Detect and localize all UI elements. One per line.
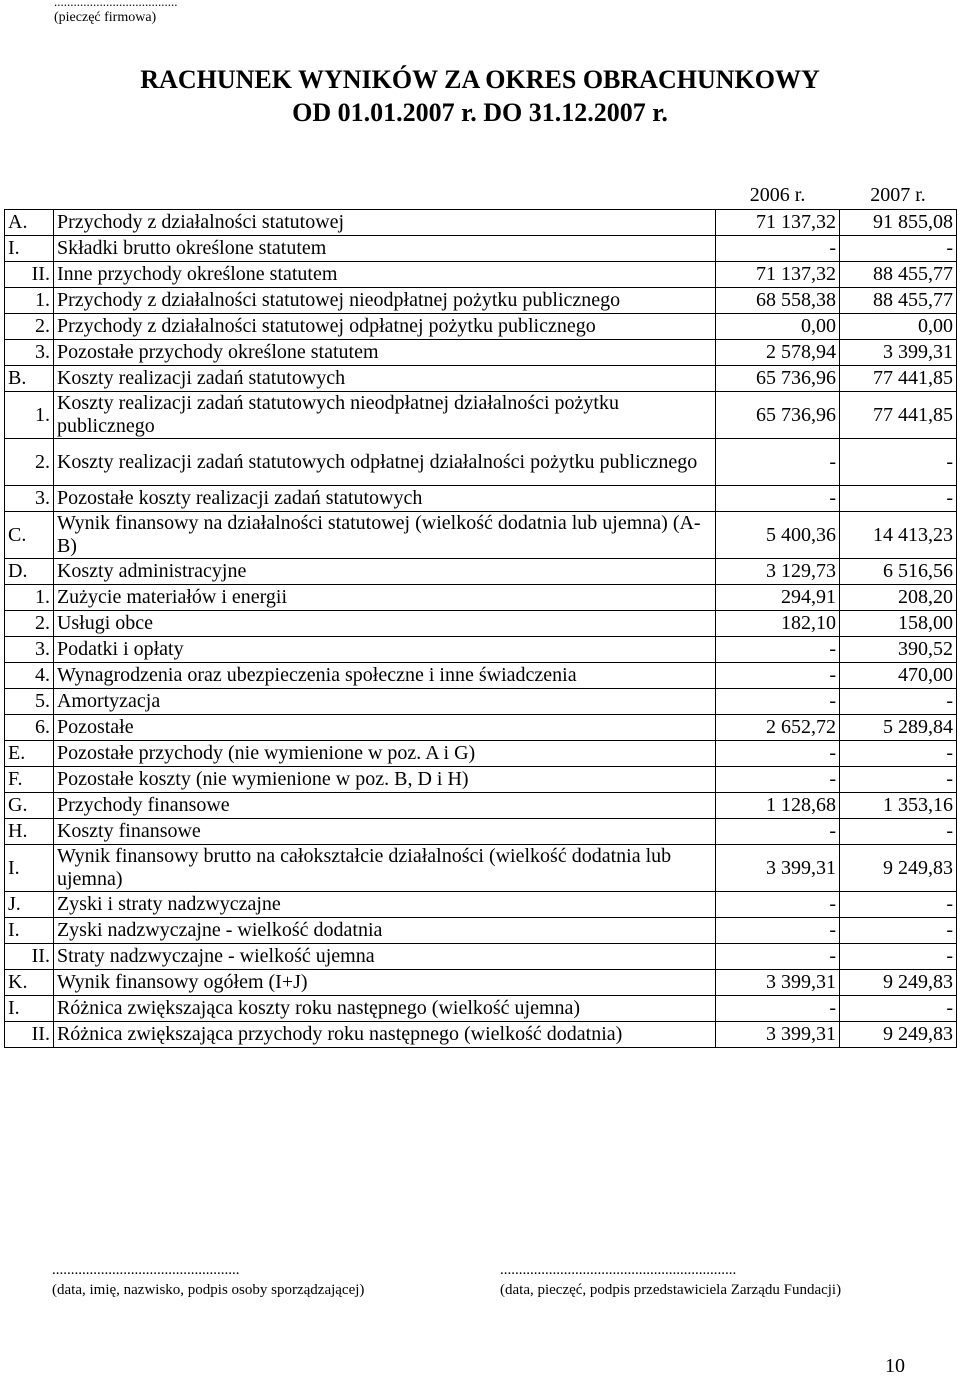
table-row [5,793,957,819]
table-row [5,439,957,486]
row-description: Zyski nadzwyczajne - wielkość dodatnia [53,918,715,944]
row-value-2007: 3 399,31 [840,340,957,366]
row-value-2006: - [716,767,840,793]
table-row [5,486,957,512]
row-description: Przychody z działalności statutowej [53,210,715,236]
row-label: 3. [5,340,54,366]
table-row [5,262,957,288]
row-description: Pozostałe przychody (nie wymienione w poz. A i G) [53,741,715,767]
row-label: K. [5,970,54,996]
header-empty-label [5,182,54,210]
row-description: Straty nadzwyczajne - wielkość ujemna [53,944,715,970]
row-value-2006: - [716,439,840,486]
row-description: Przychody finansowe [53,793,715,819]
row-label: I. [5,918,54,944]
row-value-2006: - [716,741,840,767]
table-header-row [5,182,957,210]
row-label: D. [5,559,54,585]
row-value-2007: 5 289,84 [840,715,957,741]
table-row [5,366,957,392]
row-label: 1. [5,585,54,611]
stamp-label: (pieczęć firmowa) [54,10,157,25]
stamp-dots: ...................................... [54,0,178,9]
row-description: Koszty realizacji zadań statutowych odpłatnej działalności pożytku publicznego [53,439,715,486]
income-statement-table [4,182,957,1048]
row-value-2006: - [716,236,840,262]
row-value-2006: 3 399,31 [716,1022,840,1048]
row-value-2007: 9 249,83 [840,845,957,892]
signature-label-preparer: (data, imię, nazwisko, podpis osoby sporządzającej) [52,1282,365,1298]
row-value-2006: - [716,637,840,663]
row-value-2007: - [840,767,957,793]
signature-line-preparer: .................................................. [52,1262,240,1278]
row-label: C. [5,512,54,559]
table-row [5,845,957,892]
row-value-2007: 470,00 [840,663,957,689]
row-value-2007: - [840,918,957,944]
row-value-2007: - [840,236,957,262]
row-value-2006: - [716,486,840,512]
row-value-2007: 91 855,08 [840,210,957,236]
row-label: 3. [5,486,54,512]
row-value-2007: - [840,741,957,767]
row-description: Inne przychody określone statutem [53,262,715,288]
row-value-2006: 65 736,96 [716,392,840,439]
row-value-2007: 6 516,56 [840,559,957,585]
row-label: I. [5,236,54,262]
row-value-2006: - [716,663,840,689]
row-description: Różnica zwiększająca przychody roku następnego (wielkość dodatnia) [53,1022,715,1048]
row-value-2006: 71 137,32 [716,210,840,236]
table-row [5,996,957,1022]
table-row [5,236,957,262]
row-value-2007: - [840,486,957,512]
row-label: 2. [5,439,54,486]
table-row [5,918,957,944]
row-value-2007: - [840,944,957,970]
row-value-2006: - [716,918,840,944]
row-value-2006: 294,91 [716,585,840,611]
row-description: Składki brutto określone statutem [53,236,715,262]
row-description: Koszty administracyjne [53,559,715,585]
row-value-2006: - [716,689,840,715]
table-row [5,715,957,741]
row-value-2006: 0,00 [716,314,840,340]
row-description: Zużycie materiałów i energii [53,585,715,611]
row-value-2007: 77 441,85 [840,392,957,439]
table-row [5,611,957,637]
row-value-2006: 68 558,38 [716,288,840,314]
row-value-2007: - [840,689,957,715]
row-label: 2. [5,611,54,637]
row-label: II. [5,1022,54,1048]
table-row [5,559,957,585]
row-value-2006: - [716,819,840,845]
row-description: Koszty finansowe [53,819,715,845]
row-label: 2. [5,314,54,340]
row-description: Usługi obce [53,611,715,637]
row-label: G. [5,793,54,819]
row-value-2007: - [840,996,957,1022]
row-label: II. [5,944,54,970]
row-value-2007: 208,20 [840,585,957,611]
table-row [5,892,957,918]
row-description: Pozostałe przychody określone statutem [53,340,715,366]
row-description: Przychody z działalności statutowej nieodpłatnej pożytku publicznego [53,288,715,314]
report-title: RACHUNEK WYNIKÓW ZA OKRES OBRACHUNKOWY [140,65,820,94]
row-description: Różnica zwiększająca koszty roku następnego (wielkość ujemna) [53,996,715,1022]
table-row [5,970,957,996]
table-row [5,663,957,689]
signature-label-board: (data, pieczęć, podpis przedstawiciela Zarządu Fundacji) [500,1282,842,1298]
table-row [5,741,957,767]
row-description: Wynik finansowy brutto na całokształcie działalności (wielkość dodatnia lub ujemna) [53,845,715,892]
table-row [5,585,957,611]
table-row [5,340,957,366]
row-label: 4. [5,663,54,689]
row-value-2006: 2 652,72 [716,715,840,741]
row-value-2007: 0,00 [840,314,957,340]
row-value-2006: - [716,944,840,970]
row-value-2007: 88 455,77 [840,288,957,314]
table-row [5,819,957,845]
table-row [5,314,957,340]
table-row [5,689,957,715]
row-label: 6. [5,715,54,741]
row-value-2006: 71 137,32 [716,262,840,288]
row-label: I. [5,845,54,892]
row-value-2007: 9 249,83 [840,1022,957,1048]
row-value-2007: 158,00 [840,611,957,637]
row-description: Podatki i opłaty [53,637,715,663]
row-value-2007: - [840,439,957,486]
row-value-2006: 3 399,31 [716,970,840,996]
row-description: Pozostałe koszty (nie wymienione w poz. B, D i H) [53,767,715,793]
row-description: Pozostałe koszty realizacji zadań statutowych [53,486,715,512]
row-description: Koszty realizacji zadań statutowych [53,366,715,392]
row-label: F. [5,767,54,793]
report-period: OD 01.01.2007 r. DO 31.12.2007 r. [292,98,668,127]
table-row [5,767,957,793]
row-description: Pozostałe [53,715,715,741]
row-label: E. [5,741,54,767]
row-value-2006: 2 578,94 [716,340,840,366]
column-header-2007: 2007 r. [870,184,926,206]
column-header-2006: 2006 r. [749,184,806,206]
table-row [5,637,957,663]
table-row [5,288,957,314]
row-label: A. [5,210,54,236]
row-description: Amortyzacja [53,689,715,715]
row-value-2006: - [716,892,840,918]
row-value-2006: 3 129,73 [716,559,840,585]
row-value-2007: - [840,892,957,918]
row-label: 1. [5,288,54,314]
row-value-2007: 14 413,23 [840,512,957,559]
table-row [5,512,957,559]
row-value-2006: - [716,996,840,1022]
row-description: Wynik finansowy na działalności statutowej (wielkość dodatnia lub ujemna) (A-B) [53,512,715,559]
table-row [5,392,957,439]
header-empty-text [53,182,715,210]
table-row [5,210,957,236]
page-number: 10 [885,1355,905,1377]
row-description: Wynik finansowy ogółem (I+J) [53,970,715,996]
row-value-2007: - [840,819,957,845]
row-description: Wynagrodzenia oraz ubezpieczenia społeczne i inne świadczenia [53,663,715,689]
row-label: J. [5,892,54,918]
row-label: 3. [5,637,54,663]
table-row [5,944,957,970]
row-label: B. [5,366,54,392]
row-value-2007: 390,52 [840,637,957,663]
row-value-2007: 1 353,16 [840,793,957,819]
row-value-2007: 88 455,77 [840,262,957,288]
row-description: Przychody z działalności statutowej odpłatnej pożytku publicznego [53,314,715,340]
row-value-2006: 3 399,31 [716,845,840,892]
row-label: 1. [5,392,54,439]
row-value-2007: 77 441,85 [840,366,957,392]
row-value-2006: 65 736,96 [716,366,840,392]
signature-line-board: ............................................................... [500,1262,737,1278]
row-description: Zyski i straty nadzwyczajne [53,892,715,918]
row-label: I. [5,996,54,1022]
table-row [5,1022,957,1048]
row-value-2007: 9 249,83 [840,970,957,996]
row-description: Koszty realizacji zadań statutowych nieodpłatnej działalności pożytku publicznego [53,392,715,439]
row-label: 5. [5,689,54,715]
row-label: II. [5,262,54,288]
row-label: H. [5,819,54,845]
row-value-2006: 182,10 [716,611,840,637]
row-value-2006: 5 400,36 [716,512,840,559]
row-value-2006: 1 128,68 [716,793,840,819]
